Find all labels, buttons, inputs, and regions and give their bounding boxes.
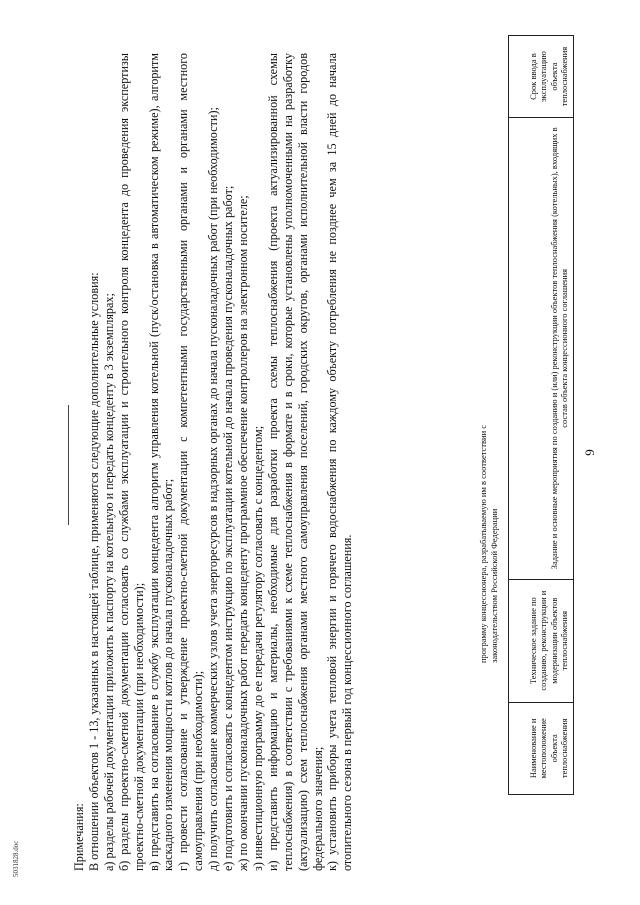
note-item-z: з) инвестиционную программу до ее передачи регулятору согласовать с концедентом; <box>250 425 265 871</box>
note-item-zh: ж) по окончании пусконаладочных работ передать концеденту программное обеспечение контроллеров на электронном носителе; <box>235 195 250 871</box>
note-item-b: б) разделы проектно-сметной документации согласовать со службами эксплуатации и строительного контроля концедента до проведения экспертизы проектно-сметной документации (при необходимости); <box>116 53 146 871</box>
note-intro: В отношении объектов 1 - 13, указанных в настоящей таблице, применяются следующие дополнительные условия: <box>86 272 101 871</box>
note-item-g: г) провести согласование и утверждение проектно-сметной документации с компетентными государственными органами и органами местного самоуправления (при необходимости); <box>176 53 206 871</box>
header-cell-measures: Задание и основные мероприятия по созданию и (или) реконструкции объектов теплоснабжения (котельных), входящих в состав объекта концессионного соглашения <box>509 118 574 580</box>
page-number: 9 <box>582 449 597 456</box>
separator-line <box>68 405 69 525</box>
note-item-v: в) представить на согласование в службу эксплуатации концедента алгоритм управления котельной (пуск/остановка в автоматическом режиме), алгоритм каскадного изменения мощности котлов до начала пусконаладочных работ; <box>146 53 176 871</box>
note-item-d: д) получить согласование коммерческих узлов учета энергоресурсов в надзорных органах до начала пусконаладочных работ (при необходимости); <box>206 107 221 871</box>
note-item-k: к) установить приборы учета тепловой энергии и горячего водоснабжения по каждому объекту потребления не позднее чем за 15 дней до начала отопительного сезона в первый год концессионного соглашения. <box>325 53 355 871</box>
notes-title: Примечания: <box>72 803 86 871</box>
note-item-i: и) представить информацию и материалы, необходимые для разработки проекта схемы теплоснабжения (проекта актуализированной схемы теплоснабжения) в соответствии с требованиями к схеме теплоснабжения в формате и в сроки, которые установлены уполномоченными на разработку (актуализацию) схем теплоснабжения органами местного самоуправления поселений, городских округов, органами исполнительной власти городов федерального значения; <box>265 53 325 871</box>
header-cell-name: Наименование и местоположение объекта теплоснабжения <box>509 702 574 794</box>
objects-table-header <box>508 35 574 795</box>
note-item-e: е) подготовить и согласовать с концедентом инструкцию по эксплуатации котельной до начала проведения пусконаладочных работ; <box>221 185 236 871</box>
footer-file-code: 5031828.doc <box>12 840 20 877</box>
note-item-a: а) разделы рабочей документации приложить к паспорту на котельную и передать концеденту в 3 экземплярах; <box>101 293 116 871</box>
header-cell-commissioning-date: Срок ввода в эксплуатацию объекта теплоснабжения <box>509 36 574 118</box>
header-cell-technical-task: Техническое задание по созданию, реконструкции и модернизации объектов теплоснабжения <box>509 579 574 702</box>
notes-section <box>72 53 355 871</box>
table-continuation-text: программу концессионера, разрабатываемую им в соответствии с законодательством Российской Федерации <box>478 424 499 663</box>
